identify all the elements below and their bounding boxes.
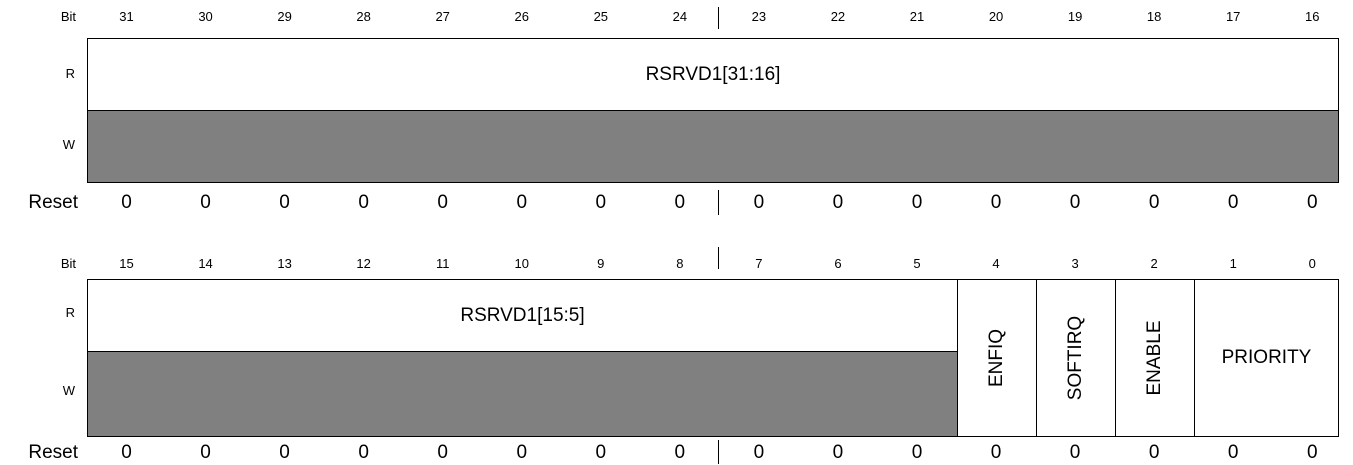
reset-value: 0 (1069, 442, 1081, 463)
softirq-field (1036, 279, 1116, 437)
upper-reset-divider (718, 190, 719, 215)
enfiq-field (957, 279, 1037, 437)
reset-value: 0 (1148, 442, 1160, 463)
lower-bit-label: Bit (60, 256, 76, 271)
priority-field (1194, 279, 1339, 437)
reset-value: 0 (1148, 192, 1160, 213)
reset-value: 0 (437, 192, 448, 213)
upper-reserved-field-label: RSRVD1[31:16] (645, 63, 781, 85)
priority-label: PRIORITY (1221, 347, 1312, 368)
reset-value: 0 (279, 442, 290, 463)
bit-number: 9 (597, 256, 605, 271)
bit-number: 22 (830, 9, 846, 24)
reset-value: 0 (595, 442, 607, 463)
reset-value: 0 (1227, 192, 1239, 213)
reset-value: 0 (911, 192, 923, 213)
reset-value: 0 (437, 442, 448, 463)
reset-value: 0 (1069, 192, 1081, 213)
reset-value: 0 (516, 442, 528, 463)
enable-field (1115, 279, 1195, 437)
bit-number: 6 (834, 256, 842, 271)
reset-value: 0 (990, 442, 1002, 463)
reset-value: 0 (121, 192, 132, 213)
lower-w-label: W (62, 383, 75, 398)
reset-value: 0 (832, 192, 844, 213)
reset-value: 0 (358, 192, 369, 213)
upper-bit-divider (718, 7, 719, 29)
bit-number: 19 (1067, 9, 1083, 24)
reset-value: 0 (200, 192, 211, 213)
reset-value: 0 (674, 442, 686, 463)
bit-number: 18 (1146, 9, 1162, 24)
bit-number: 2 (1150, 256, 1158, 271)
reset-value: 0 (832, 442, 844, 463)
lower-reserved-field-label: RSRVD1[15:5] (460, 304, 585, 326)
lower-bit-divider (718, 247, 719, 269)
lower-reserved-field (87, 279, 958, 352)
bit-number: 5 (913, 256, 921, 271)
reset-value: 0 (200, 442, 211, 463)
upper-reserved-field (87, 38, 1339, 111)
bit-number: 17 (1225, 9, 1241, 24)
bit-number: 14 (198, 256, 213, 271)
reset-value: 0 (753, 442, 765, 463)
bit-number: 25 (593, 9, 609, 24)
bit-number: 26 (514, 9, 529, 24)
reset-value: 0 (753, 192, 765, 213)
reset-value: 0 (121, 442, 132, 463)
bit-number: 31 (119, 9, 134, 24)
lower-r-label: R (65, 305, 75, 320)
bit-number: 12 (356, 256, 371, 271)
bit-number: 0 (1308, 256, 1316, 271)
reset-value: 0 (1306, 192, 1318, 213)
bit-number: 13 (277, 256, 292, 271)
reset-value: 0 (358, 442, 369, 463)
bit-number: 23 (751, 9, 767, 24)
bit-number: 30 (198, 9, 213, 24)
bit-number: 4 (992, 256, 1000, 271)
bit-number: 15 (119, 256, 134, 271)
reset-value: 0 (516, 192, 528, 213)
reset-value: 0 (1227, 442, 1239, 463)
bit-number: 7 (755, 256, 763, 271)
upper-w-label: W (62, 137, 75, 152)
enable-label: ENABLE (1144, 320, 1165, 396)
bit-number: 28 (356, 9, 371, 24)
bit-number: 8 (676, 256, 684, 271)
reset-value: 0 (911, 442, 923, 463)
bit-number: 16 (1305, 9, 1320, 24)
bit-number: 24 (672, 9, 688, 24)
bit-number: 20 (988, 9, 1004, 24)
bit-number: 21 (909, 9, 925, 24)
reset-value: 0 (990, 192, 1002, 213)
upper-r-label: R (65, 66, 75, 81)
reset-value: 0 (279, 192, 290, 213)
bit-number: 1 (1229, 256, 1237, 271)
bit-number: 29 (277, 9, 292, 24)
bit-number: 27 (435, 9, 450, 24)
upper-write-area (87, 110, 1339, 183)
lower-reset-divider (718, 440, 719, 464)
lower-reset-label: Reset (28, 442, 78, 463)
bit-number: 11 (435, 256, 450, 271)
lower-write-area (87, 351, 958, 437)
reset-value: 0 (674, 192, 686, 213)
reset-value: 0 (1306, 442, 1318, 463)
upper-reset-label: Reset (28, 192, 78, 213)
bit-number: 3 (1071, 256, 1079, 271)
softirq-label: SOFTIRQ (1065, 315, 1086, 401)
bit-number: 10 (514, 256, 529, 271)
enfiq-label: ENFIQ (986, 328, 1007, 388)
reset-value: 0 (595, 192, 607, 213)
upper-bit-label: Bit (60, 9, 76, 24)
